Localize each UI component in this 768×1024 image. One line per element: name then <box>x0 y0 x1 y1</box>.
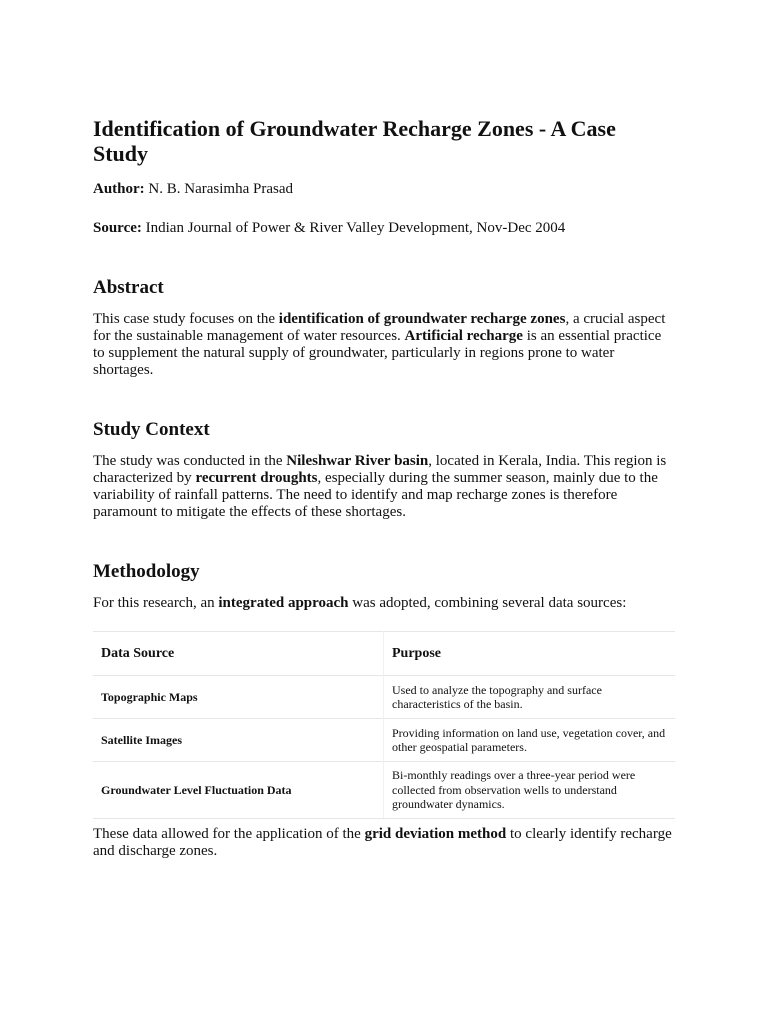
methodology-intro <box>93 595 675 612</box>
abstract-bold-1: identification of groundwater recharge zones <box>278 311 566 327</box>
document-title: Identification of Groundwater Recharge Zones - A Case Study <box>93 116 616 166</box>
table-cell-purpose: Providing information on land use, vegetation cover, and other geospatial parameters. <box>384 719 676 762</box>
table-header-row <box>93 632 675 676</box>
context-text-3: , especially during the summer season, mainly due to the variability of rainfall patterns. The need to identify and map recharge zones is therefore paramount to mitigate the effects of these shortages. <box>93 470 658 520</box>
abstract-text-3: is an essential practice to supplement the natural supply of groundwater, particularly in regions prone to water shortages. <box>93 328 662 378</box>
data-sources-table <box>93 631 675 819</box>
table-row <box>93 762 675 819</box>
abstract-text-1: This case study focuses on the <box>93 311 279 327</box>
context-text-1: The study was conducted in the <box>93 453 287 469</box>
context-text-2: , located in Kerala, India. This region is characterized by <box>93 453 667 486</box>
column-header-data-source: Data Source <box>93 632 384 676</box>
context-bold-2: recurrent droughts <box>195 470 318 486</box>
context-paragraph <box>93 453 675 521</box>
table-cell-purpose: Bi-monthly readings over a three-year period were collected from observation wells to understand groundwater dynamics. <box>384 762 676 819</box>
methodology-intro-text-2: was adopted, combining several data sources: <box>348 595 627 611</box>
context-section <box>93 419 675 521</box>
document-page <box>93 116 675 860</box>
source-name: Indian Journal of Power & River Valley Development, Nov-Dec 2004 <box>145 220 566 236</box>
methodology-section <box>93 561 675 860</box>
column-header-purpose: Purpose <box>384 632 676 676</box>
abstract-heading: Abstract <box>93 277 164 298</box>
table-cell-source: Groundwater Level Fluctuation Data <box>93 762 384 819</box>
abstract-bold-2: Artificial recharge <box>404 328 523 344</box>
methodology-intro-bold: integrated approach <box>218 595 349 611</box>
table-cell-source: Topographic Maps <box>93 676 384 719</box>
methodology-heading: Methodology <box>93 561 200 582</box>
context-bold-1: Nileshwar River basin <box>286 453 429 469</box>
methodology-outro-bold: grid deviation method <box>364 826 507 842</box>
methodology-outro-text-2: to clearly identify recharge and discharge zones. <box>93 826 672 859</box>
abstract-paragraph <box>93 311 675 379</box>
methodology-intro-text-1: For this research, an <box>93 595 219 611</box>
methodology-outro-text-1: These data allowed for the application of the <box>93 826 365 842</box>
table-row <box>93 676 675 719</box>
abstract-text-2: , a crucial aspect for the sustainable management of water resources. <box>93 311 666 344</box>
source-line <box>93 219 675 237</box>
table-row <box>93 719 675 762</box>
abstract-section <box>93 277 675 379</box>
methodology-outro <box>93 826 675 860</box>
table-cell-source: Satellite Images <box>93 719 384 762</box>
author-line <box>93 180 675 198</box>
context-heading: Study Context <box>93 419 210 440</box>
table-cell-purpose: Used to analyze the topography and surface characteristics of the basin. <box>384 676 676 719</box>
source-label: Source: <box>93 220 142 236</box>
author-name: N. B. Narasimha Prasad <box>148 181 293 197</box>
author-label: Author: <box>93 181 145 197</box>
